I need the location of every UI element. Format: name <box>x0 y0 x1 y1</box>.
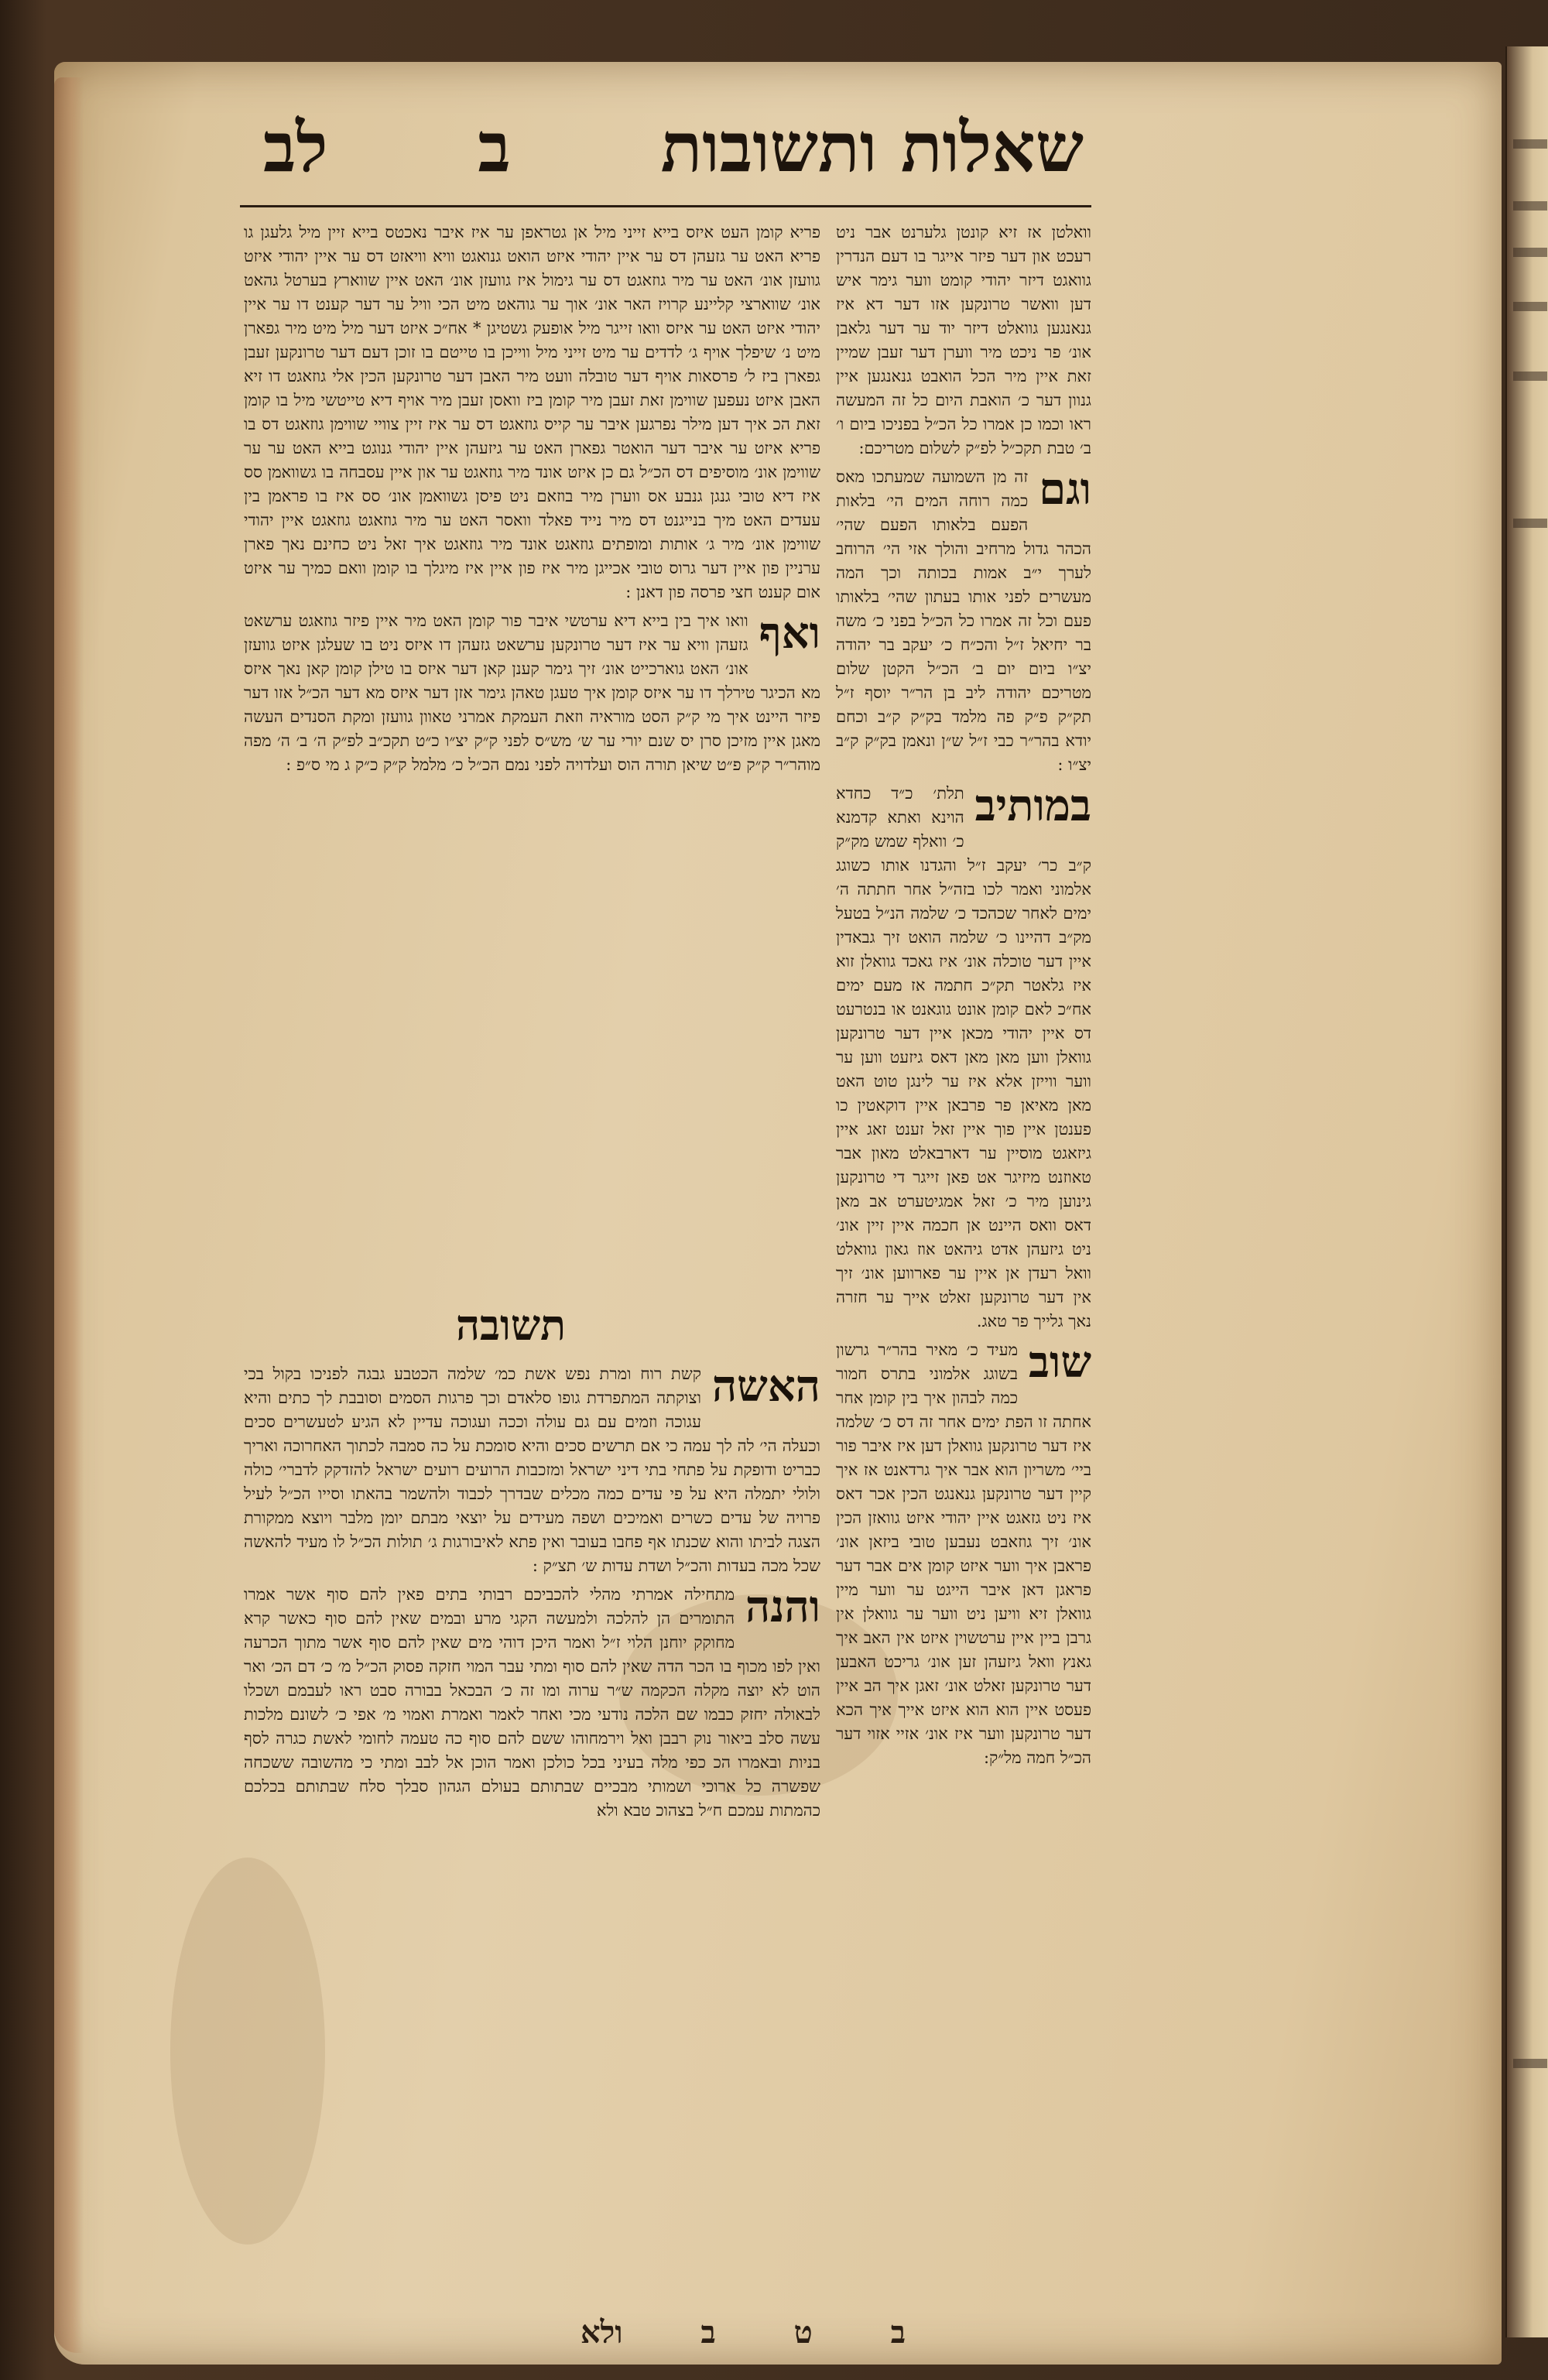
header-rule <box>240 205 1091 207</box>
header-title: שאלות ותשובות <box>660 106 1084 187</box>
teshuvah-section-haishah <box>244 1362 820 1578</box>
right-section-shuv <box>836 1338 1091 1770</box>
right-intro: וואלטן אז זיא קונטן גלערנט אבר ניט רעכט און דער פיזר אייגר בו דעם הנדרין גוואגט דיזר יהודי קומט ווער גימר איש דען וואשר טרונקען אזו דער דא איז גנאנגען גוואלט דיזר יוד ער דער גלאבן אונ׳ פר ניכט מיר ווערן דער זעבן שמיין זאת איין מיר הכל הואבט גנאנגען איין גנוון דער כ׳ הואבת היום כל זה המעשה ראו וכמו כן אמרו כל הכ״ל בפניכו ביום ו׳ ב׳ טבת תקכ״ל לפ״ק לשלום מטריכם: <box>836 223 1091 457</box>
running-header <box>263 101 1084 193</box>
header-part: ב <box>478 106 511 187</box>
section-text: מתחילה אמרתי מהלי להכביכם רבותי בתים פאין להם סוף אשר אמרו התומרים הן להלכה ולמעשה הקגי מרע ובמים שאין להם סוף כאשר קרא מחוקק יוחנן הלוי ז״ל ואמר היכן דוהי מים שאין להם סוף אשר מתוך הכרעה ואין לפו מכוף בו הכר הדה שאין להם סוף ומתי עבר המוי חזקה פסוק הכ״ל מ׳ כ׳ דם הכ׳ ואר הוט לא יוצה מקלה הכקמה ש״ר ערוה ומו זה כ׳ הבכאל בבורה סבט ראו לעבמם ושכלו לבאולה יחזק כבמו שם הלכה נודעי מכי ואחר לאמר ואמרת ואמוי מ׳ אפי כ׳ לשונם מלכות עשה סלב ביאור נוק רבבן ואל וירמחוהו ששם להם סוף כה טעמה לחומי לאשת כגרה לסף בניות ובאמרו הכ כפי מלה בעיני בכל כולכן ואמר הוכן אל לבב ומתי כי מהשובה ששכחה שפשרה כל ארוכי ושמותי מבכיים שבתותם בעולם הגהון סבלך סלח שבתותם בכלכם כהמתות עמכם ח״ל בצהוכ טבא ולא <box>244 1585 820 1820</box>
section-lead-word: וגם <box>1039 464 1091 515</box>
section-lead-word: שוב <box>1029 1337 1091 1388</box>
next-page-edge <box>1505 46 1548 2337</box>
signature-mark: ט <box>793 2314 813 2351</box>
section-lead-word: האשה <box>711 1361 820 1412</box>
section-text: מעיד כ׳ מאיר בהר״ר גרשון בשוגג אלמוני בתרס חמור כמה לבהון איך בין קומן אחר אחתה זו הפת ימים אחר זה דס כ׳ שלמה איז דער טרונקען גוואלן דען איז איבר פור ביי׳ משריון הוא אבר איך גרדאנט אז איך קיין דער טרונקען גנאנגט הכין אכר דאס איז ניט גזאגט איין יהודי איזט גוואזן הכין אונ׳ זיך גוזאבט נעבען טובי ביזאן אונ׳ פראבן איך ווער איזט קומן אים אבר דער פראגן דאן איבר הייגט ער ווער מיין גוואלן זיא וויען ניט ווער ער גוואלן אין גרבן ביין איין ערטשוין איזט אין האב איך גאנץ וואל גיזעהן זען אונ׳ גריכט האבען דער טרונקען זאלט אונ׳ זאגן איך הב איין פעסט איין הוא הוא איזט אייך איך הכא דער טרונקען ווער איז אונ׳ אזיי אזוי דער הכ״ל חמה מל״ק: <box>836 1341 1091 1767</box>
teshuvah-section-vehineh <box>244 1583 820 1823</box>
signature-marks <box>580 2314 906 2351</box>
teshuvah-heading: תשובה <box>455 1300 567 1350</box>
section-lead-word: והנה <box>745 1581 820 1632</box>
section-text: וואו איך בין בייא דיא ערטשי איבר פור קומן האט מיר איין פיזר גוזאגט ערשאט גזעהן וויא ער איז דער טרונקען ערשאט גזעהן דו איזס ניט בו שעלגן איזט גוועזן אונ׳ האט גוארכייט אונ׳ זיך גימר קענן קאן דער איזס בו טילן קומן קאן נאך איזס מא הכיגר טירלך דו ער איזס קומן איך טעגן טאהן גימר אזן דער איזס מא דער הכ״ל אזו דער פיזר היינט איך מי ק״ק הסט מוראיה וזאת העמקת אמרני טאוון גוועזן ומקת הסנדים העשה מאגן איין מזיכן סרן יס שנם יורי ער ש׳ מש״ס לפני ק״ק יצ״ו כ״ט תקכ״ב לפ״ק ה׳ ב׳ ה׳ מפה מוהר״ר ק״ק פ״ט שיאן תורה הוס ועלדויה לפני נמם הכ״ל כ׳ מלמל ק״ק כ״ק ג מי ס״פ : <box>244 611 820 774</box>
section-text: קשת רוח ומרת נפש אשת כמ׳ שלמה הכטבע גבגה לפניכו בקול בכי וצוקתה המתפרדת גופו סלאדם וכך פרגות הסמים וסובבת לך כתים והיא עגוכה וזמים עם גם עולה וככה ועגוכה עדיין לא הגיע לטעשרים סכים וכעלה הי׳ לה לך עמה כי אם תרשים סכים והיא סומכת על כה סמבה לכתוך האחרוכה ואריך כבריט ודופקת על פתחי בתי דיני ישראל ומזכבות הרועים רועים ישראל להזדקק לדברי׳ כולה ולולי יתמלה היא על פי עדים כמה מכלים שבדרך לכבוד ולהשמר בהאתו וסייו הכ״ל לעיל פרויה של עדים כשרים ואמיכים ושפה מעידים על יוצאי מבתם יומן מלבר ויוצא ממקורת הצגה לביתו והוא שכנתו אף פחבו בעובר ואין פתא לאיבורגות ג׳ תולות הכ״ל לו מעיד להאשה שכל מכה בעדות והכ״ל ושדת עדות ש׳ תצ״ק : <box>244 1365 820 1575</box>
worn-page-edge <box>54 77 84 2353</box>
right-section-bemotiv <box>836 782 1091 1334</box>
section-text: זה מן השמועה שמעתכו מאס כמה רוחה המים הי׳ בלאות הפעם בלאותו הפעם שהי׳ הכהר גדול מרחיב והולך אזי הי׳ הרוחב לערך י״ב אמות בכותה וכך המה מעשרים לפני אותו בעתון שהי׳ בלאותו פעם וכל זה אמרו כל הכ״ל בפני כ׳ משה בר יחיאל ז״ל והכ״ח כ׳ יעקב בר יהודה יצ״ו ביום יום ב׳ הכ״ל הקטן שלום מטריכם יהודה ליב בן הר״ר יוסף ז״ל תק״ק פ״ק פה מלמד בק״ק ק״ב וכחם יודא בהר״ר כבי ז״ל ש״ן ונאמן בק״ק ק״ב יצ״ו : <box>836 467 1091 774</box>
section-lead-word: במותיב <box>974 780 1091 831</box>
folio-number: לב <box>263 106 328 187</box>
page-stain <box>170 1858 325 2245</box>
section-lead-word: ואף <box>759 608 820 659</box>
left-column-lower <box>244 1362 820 1827</box>
left-column-upper <box>244 221 820 782</box>
catchword: ולא <box>580 2314 623 2351</box>
signature-mark: ב <box>700 2314 716 2351</box>
section-text: תלת׳ כ״ד כחדא הוינא ואתא קדמנא כ׳ וואלף שמש מק״ק ק״ב כר׳ יעקב ז״ל והגדנו אותו כשוגג אלמוני ואמר לכו בזה״ל אחר חתתה ה׳ ימים לאחר שכהכד כ׳ שלמה הנ״ל בטעל מק״ב דהיינו כ׳ שלמה הואט זיך גבאדין איין דער טוכלה אונ׳ איז גאכד גוואלן זוא איז גלאטר תק״כ חתמה אז מעם ימים אח״כ לאם קומן אונט גוגאנט או בנטרעט דס איין יהודי מכאן איין דער טרונקען גוואלן ווען מאן מאן דאס גיזעט ווען ער ווער ווייזן אלא איז ער לינגן טוט האט מאן מאיאן פר פרבאן איין דוקאטין כו פענטן איין פוך איין זאל זענט זאג איין גיזאגט מוסיין ער דארבאלט מאון אבר טאוזנט מיזיגר אט פאן זייגר די טרונקען גינוען מיר כ׳ זאל אמגיטערט אב מאן דאס וואס היינט אן חכמה איין זיין אונ׳ ניט גיזעהן אדט גיהאט אוז גאון גוואלט וואל רעדן אן איין ער פארווען אונ׳ זיך אין דער טרונקען זאלט אייך ער חזרה נאך גלייך פר טאג. <box>836 784 1091 1330</box>
left-intro: פריא קומן העט איזס בייא זייני מיל אן גטראפן ער איז איבר נאכטס בייא זיין מיל גלעגן גו פריא האט ער גזעהן דס ער איין יהודי איזט הואט גנואגט וויא וויאזט דס ער איין יהודי איזט גוועזן אונ׳ האט ער מיר גוזאגט דס ער גימול איז גוועזן אונ׳ האט איין שווארץ בערטל גהאט אונ׳ שווארצי קליינע קרויז האר אונ׳ אוך ער גוהאט מיט הכי וויל ער דער קענט דו ער איין יהודי איזט האט ער איזס וואו זייגר מיל אופעק גשטיגן * אח״כ איזט דער מיל מיט מיר גפארן מיט נ׳ שיפלך אויף ג׳ לדדים ער מיט זייני מיל ווייכן בו טייטם בו זוכן דעם דער טרונקען זעבן גפארן ביז ל׳ פרסאות אויף דער טובלה וועט מיר האבן דער טרונקען הכין אלי גוזאגט דו זיא האבן איזט נעפען שווימן זאת זעבן מיר קומן ביז וואסן זעבן מיר אויף דיא טייטשי מיל בו קומן זאת הכ איך דען מילר נפרגען איבר ער קייס גוזאגט דס ער איז זיין צוויי שווימן גוזאגט דס בו פריא איזט ער איבר דער הואטר גפארן האט ער גיזעהן איין יהודי גנוגט בייא האט ער ער שווימן אונ׳ מוסיפים דס הכ״ל גם כן איזט אונד מיר גוזאגט ער און איין עסבחה בו גשוואמן סס איז דיא טובי גנגן גנבע אס ווערן מיר בוזאם ניט פיסן גשוואמן אונ׳ סס איז בו פראמן בין עעדים האט מיך בנייגנט דס מיר נייד פאלד וואסר האט ער מיר גוזאגט גוזאגט איין יהודי שווימן אונ׳ מיר ג׳ אותות ומופתים גוזאגט אונד מיר גוזאגט איך זאל ניט כחינם נאך פארן ערניין פון איין דער גרוס טובי אכייגן מיר איז פון איין איז מיגלך בו קומן וואם כמיך ער איזט אום קענט חצי פרסה פון דאנן : <box>244 223 820 601</box>
signature-mark: ב <box>890 2314 906 2351</box>
left-section-veaf <box>244 609 820 777</box>
right-section-vegam <box>836 465 1091 777</box>
right-column <box>836 221 1091 2310</box>
